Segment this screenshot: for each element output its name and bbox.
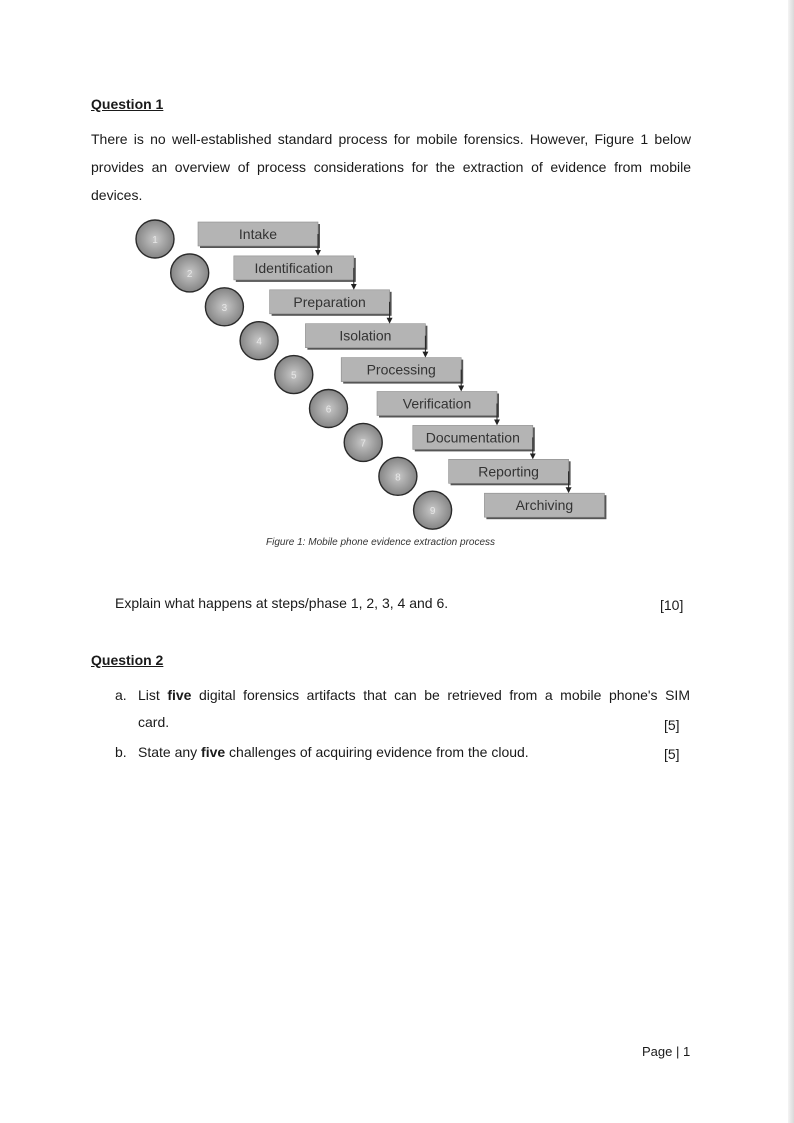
step-number: 4 [256,336,262,348]
question-2-heading: Question 2 [91,652,164,668]
item-b-marks: [5] [664,746,680,762]
item-b-letter: b. [115,744,127,760]
step-label: Intake [238,226,278,242]
figure-caption: Figure 1: Mobile phone evidence extraction process [266,537,496,548]
item-a-letter: a. [115,687,127,703]
step-number: 6 [325,404,332,416]
step-number: 7 [360,438,366,450]
step-number: 2 [186,268,193,280]
step-label: Identification [254,259,334,276]
intro-line: devices. [91,187,143,203]
question-1-marks: [10] [660,597,684,613]
item-a-post: digital forensics artifacts that can be retrieved from a mobile phone's SIM [191,687,690,703]
item-b-post: challenges of acquiring evidence from the cloud. [225,744,529,760]
question-1-heading: Question 1 [91,96,164,112]
question-1-task: Explain what happens at steps/phase 1, 2, 3, 4 and 6. [115,595,449,611]
step-number: 9 [429,506,436,518]
intro-line: provides an overview of process considerations for the extraction of evidence from mobile [91,159,691,175]
step-number: 8 [395,472,401,484]
page-number: Page | 1 [642,1044,691,1059]
step-label: Verification [402,395,472,412]
step-label: Preparation [293,293,366,310]
item-a-bold: five [167,687,192,703]
item-b-pre: State any [138,744,202,760]
step-label: Reporting [478,463,539,480]
step-label: Processing [366,361,436,378]
step-number: 3 [221,302,228,314]
item-b-bold: five [201,744,226,760]
item-a-pre: List [138,687,168,703]
step-label: Isolation [339,327,392,344]
step-number: 1 [152,235,158,246]
step-number: 5 [291,370,297,382]
item-b-text [138,744,529,760]
step-label: Archiving [515,497,574,514]
item-a-text [138,687,690,703]
intro-line: There is no well-established standard process for mobile forensics. However, Figure 1 below [91,131,691,147]
step-label: Documentation [425,429,520,446]
item-a-marks: [5] [664,717,680,733]
item-a-continuation: card. [138,714,170,730]
